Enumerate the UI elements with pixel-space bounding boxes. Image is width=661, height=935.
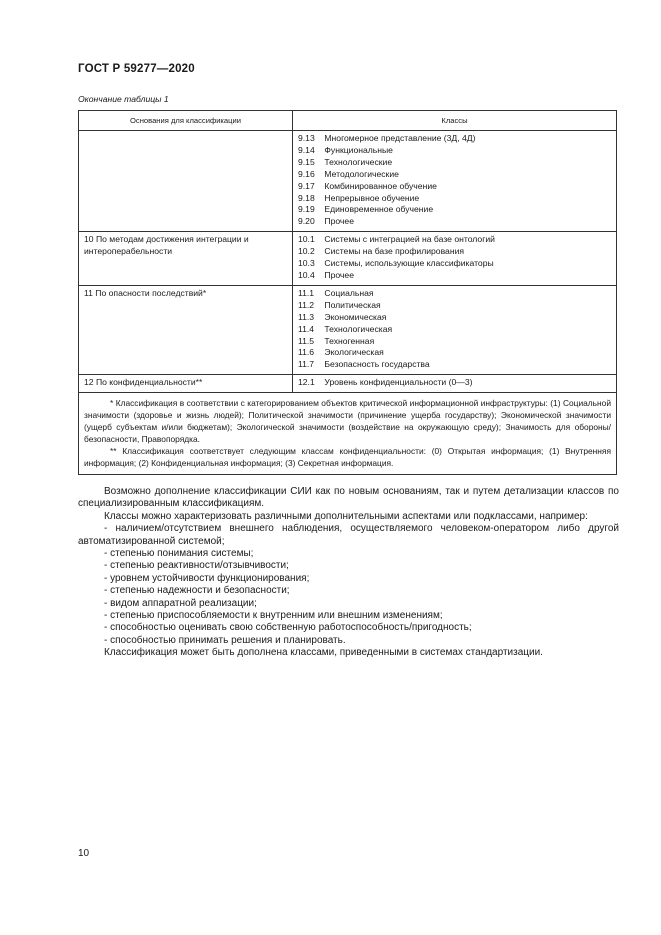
- table-notes-row: [79, 393, 617, 474]
- list-item: - наличием/отсутствием внешнего наблюдения, осуществляемого человеком-оператором либо другой автоматизированной системой;: [78, 523, 619, 547]
- table-row: [79, 285, 617, 374]
- class-item: 9.16 Методологические: [298, 168, 399, 179]
- class-item: 10.3 Системы, использующие классификаторы: [298, 258, 494, 269]
- table-header-row: [79, 111, 617, 131]
- class-item: 9.17 Комбинированное обучение: [298, 180, 437, 191]
- class-item: 9.18 Непрерывное обучение: [298, 192, 420, 203]
- table-notes: [79, 393, 617, 474]
- table-caption: Окончание таблицы 1: [78, 94, 169, 104]
- list-item: - видом аппаратной реализации;: [104, 597, 257, 609]
- class-item: 9.20 Прочее: [298, 216, 354, 227]
- list-item: - степенью понимания системы;: [104, 548, 254, 560]
- paragraph: Возможно дополнение классификации СИИ как по новым основаниям, так и путем детализации классов по специализированным классификациям.: [78, 486, 619, 510]
- classes-cell: [293, 285, 617, 374]
- class-item: 10.2 Системы на базе профилирования: [298, 246, 465, 257]
- document-header: ГОСТ Р 59277—2020: [78, 63, 195, 75]
- paragraph: Классификация может быть дополнена классами, приведенными в системах стандартизации.: [104, 647, 543, 659]
- table-row: [79, 131, 617, 232]
- class-item: 11.2 Политическая: [298, 299, 381, 310]
- class-item: 11.3 Экономическая: [298, 311, 387, 322]
- column-header-classes: Классы: [293, 111, 617, 131]
- class-item: 9.19 Единовременное обучение: [298, 204, 434, 215]
- list-item: - степенью приспособляемости к внутренним или внешним изменениям;: [104, 610, 443, 622]
- class-item: 9.13 Многомерное представление (3Д, 4Д): [298, 133, 476, 143]
- paragraph: Классы можно характеризовать различными дополнительными аспектами или подклассами, например:: [104, 510, 588, 522]
- basis-cell: [79, 131, 293, 232]
- body-text: [78, 486, 619, 660]
- class-item: 11.1 Социальная: [298, 287, 374, 298]
- list-item: - степенью надежности и безопасности;: [104, 585, 290, 597]
- column-header-basis: Основания для классификации: [79, 111, 293, 131]
- class-item: 11.7 Безопасность государства: [298, 359, 430, 370]
- table-row: [79, 232, 617, 286]
- classification-table: [78, 110, 617, 475]
- class-item: 9.15 Технологические: [298, 156, 393, 167]
- class-item: 10.1 Системы с интеграцией на базе онтологий: [298, 234, 495, 245]
- class-item: 10.4 Прочее: [298, 269, 354, 280]
- class-item: 11.5 Техногенная: [298, 335, 375, 346]
- page-number: 10: [78, 848, 90, 859]
- list-item: - способностью оценивать свою собственную работоспособность/пригодность;: [104, 622, 472, 634]
- footnote: * Классификация в соответствии с категорированием объектов критической информационной инфраструктуры: (1) Социальной значимости (здоровье и жизнь людей); Политической значимости (причинение ущерба государству); Экономической значимости (ущерб субъектам и/или бюджетам); Экологической значимости (воздействие на окружающую среду); Значимость для обороны/безопасности, Правопорядка.: [84, 398, 611, 444]
- class-item: 12.1 Уровень конфиденциальности (0—3): [298, 377, 473, 388]
- class-item: 11.4 Технологическая: [298, 323, 393, 334]
- basis-cell: 12 По конфиденциальности**: [79, 375, 293, 393]
- class-item: 11.6 Экологическая: [298, 347, 384, 358]
- basis-cell: 11 По опасности последствий*: [79, 285, 293, 374]
- footnote: ** Классификация соответствует следующим классам конфиденциальности: (0) Открытая информация; (1) Внутренняя информация; (2) Конфиденциальная информация; (3) Секретная информация.: [84, 445, 611, 468]
- classes-cell: [293, 375, 617, 393]
- table-row: [79, 375, 617, 393]
- classes-cell: [293, 131, 617, 232]
- list-item: - уровнем устойчивости функционирования;: [104, 572, 310, 584]
- class-item: 9.14 Функциональные: [298, 144, 393, 155]
- list-item: - степенью реактивности/отзывчивости;: [104, 560, 289, 572]
- list-item: - способностью принимать решения и планировать.: [104, 634, 346, 646]
- basis-cell: 10 По методам достижения интеграции и интероперабельности: [79, 232, 293, 286]
- classes-cell: [293, 232, 617, 286]
